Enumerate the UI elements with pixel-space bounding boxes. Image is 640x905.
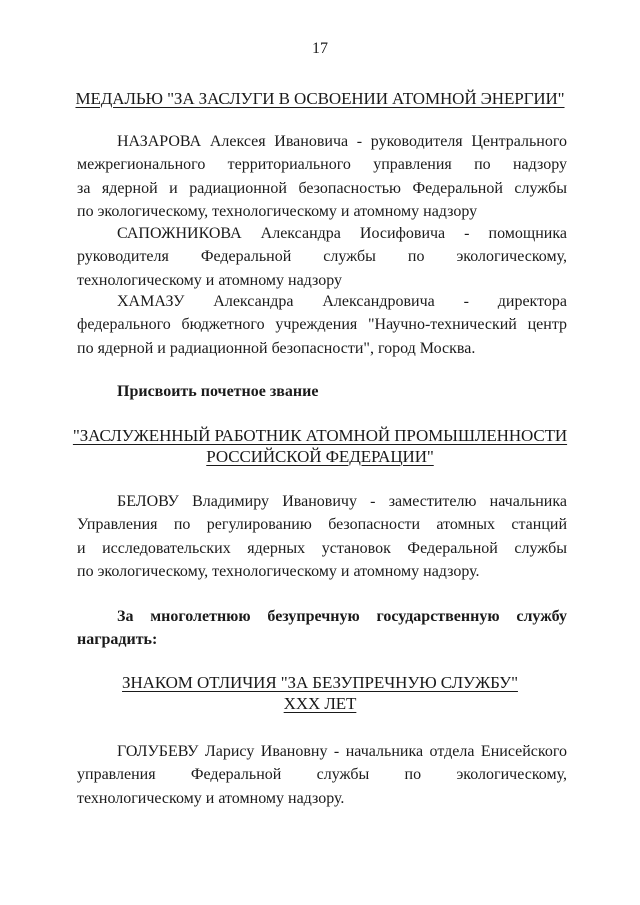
entry-line: межрегионального территориального управления по надзору [77,156,567,174]
entry-line: БЕЛОВУ Владимиру Ивановичу - заместителю начальника [117,493,567,510]
entry-line: по экологическому, технологическому и атомному надзору [77,202,478,220]
award-entry-sapozhnikov [77,222,567,292]
entry-line: федерального бюджетного учреждения "Научно-технический центр [77,316,567,334]
entry-line: руководителя Федеральной службы по экологическому, [77,248,567,266]
entry-line: ГОЛУБЕВУ Ларису Ивановну - начальника отдела Енисейского [117,743,567,760]
medal-heading [70,88,570,109]
heading-line: "ЗАСЛУЖЕННЫЙ РАБОТНИК АТОМНОЙ ПРОМЫШЛЕННОСТИ [72,426,568,445]
service-intro [77,605,567,652]
entry-line: за ядерной и радиационной безопасностью Федеральной службы [77,179,567,197]
award-entry-khamazu [77,290,567,360]
entry-line: по экологическому, технологическому и атомному надзору. [77,562,480,580]
intro-line: наградить: [77,631,158,649]
award-entry-nazarov [77,130,567,223]
page-number: 17 [312,40,328,57]
heading-line: XXX ЛЕТ [283,694,357,713]
distinction-heading [70,672,570,714]
entry-line: технологическому и атомному надзору [77,271,343,289]
entry-line: технологическому и атомному надзору. [77,789,345,807]
award-entry-golubeva [77,740,567,810]
entry-line: и исследовательских ядерных установок Федеральной службы [77,539,567,557]
entry-line: ХАМАЗУ Александра Александровича - директора [117,293,567,310]
entry-line: Управления по регулированию безопасности атомных станций [77,516,567,534]
award-entry-belov [77,490,567,583]
award-title-intro: Присвоить почетное звание [117,383,319,400]
heading-line: ЗНАКОМ ОТЛИЧИЯ "ЗА БЕЗУПРЕЧНУЮ СЛУЖБУ" [122,673,518,692]
entry-line: по ядерной и радиационной безопасности", город Москва. [77,339,476,357]
intro-line: За многолетнюю безупречную государственную службу [117,608,567,625]
entry-line: управления Федеральной службы по экологическому, [77,766,567,784]
heading-line: РОССИЙСКОЙ ФЕДЕРАЦИИ" [206,447,434,466]
entry-line: САПОЖНИКОВА Александра Иосифовича - помощника [117,225,567,242]
medal-heading-text: МЕДАЛЬЮ "ЗА ЗАСЛУГИ В ОСВОЕНИИ АТОМНОЙ ЭНЕРГИИ" [75,89,565,108]
honorary-title-heading [70,425,570,467]
entry-line: НАЗАРОВА Алексея Ивановича - руководителя Центрального [117,133,567,150]
